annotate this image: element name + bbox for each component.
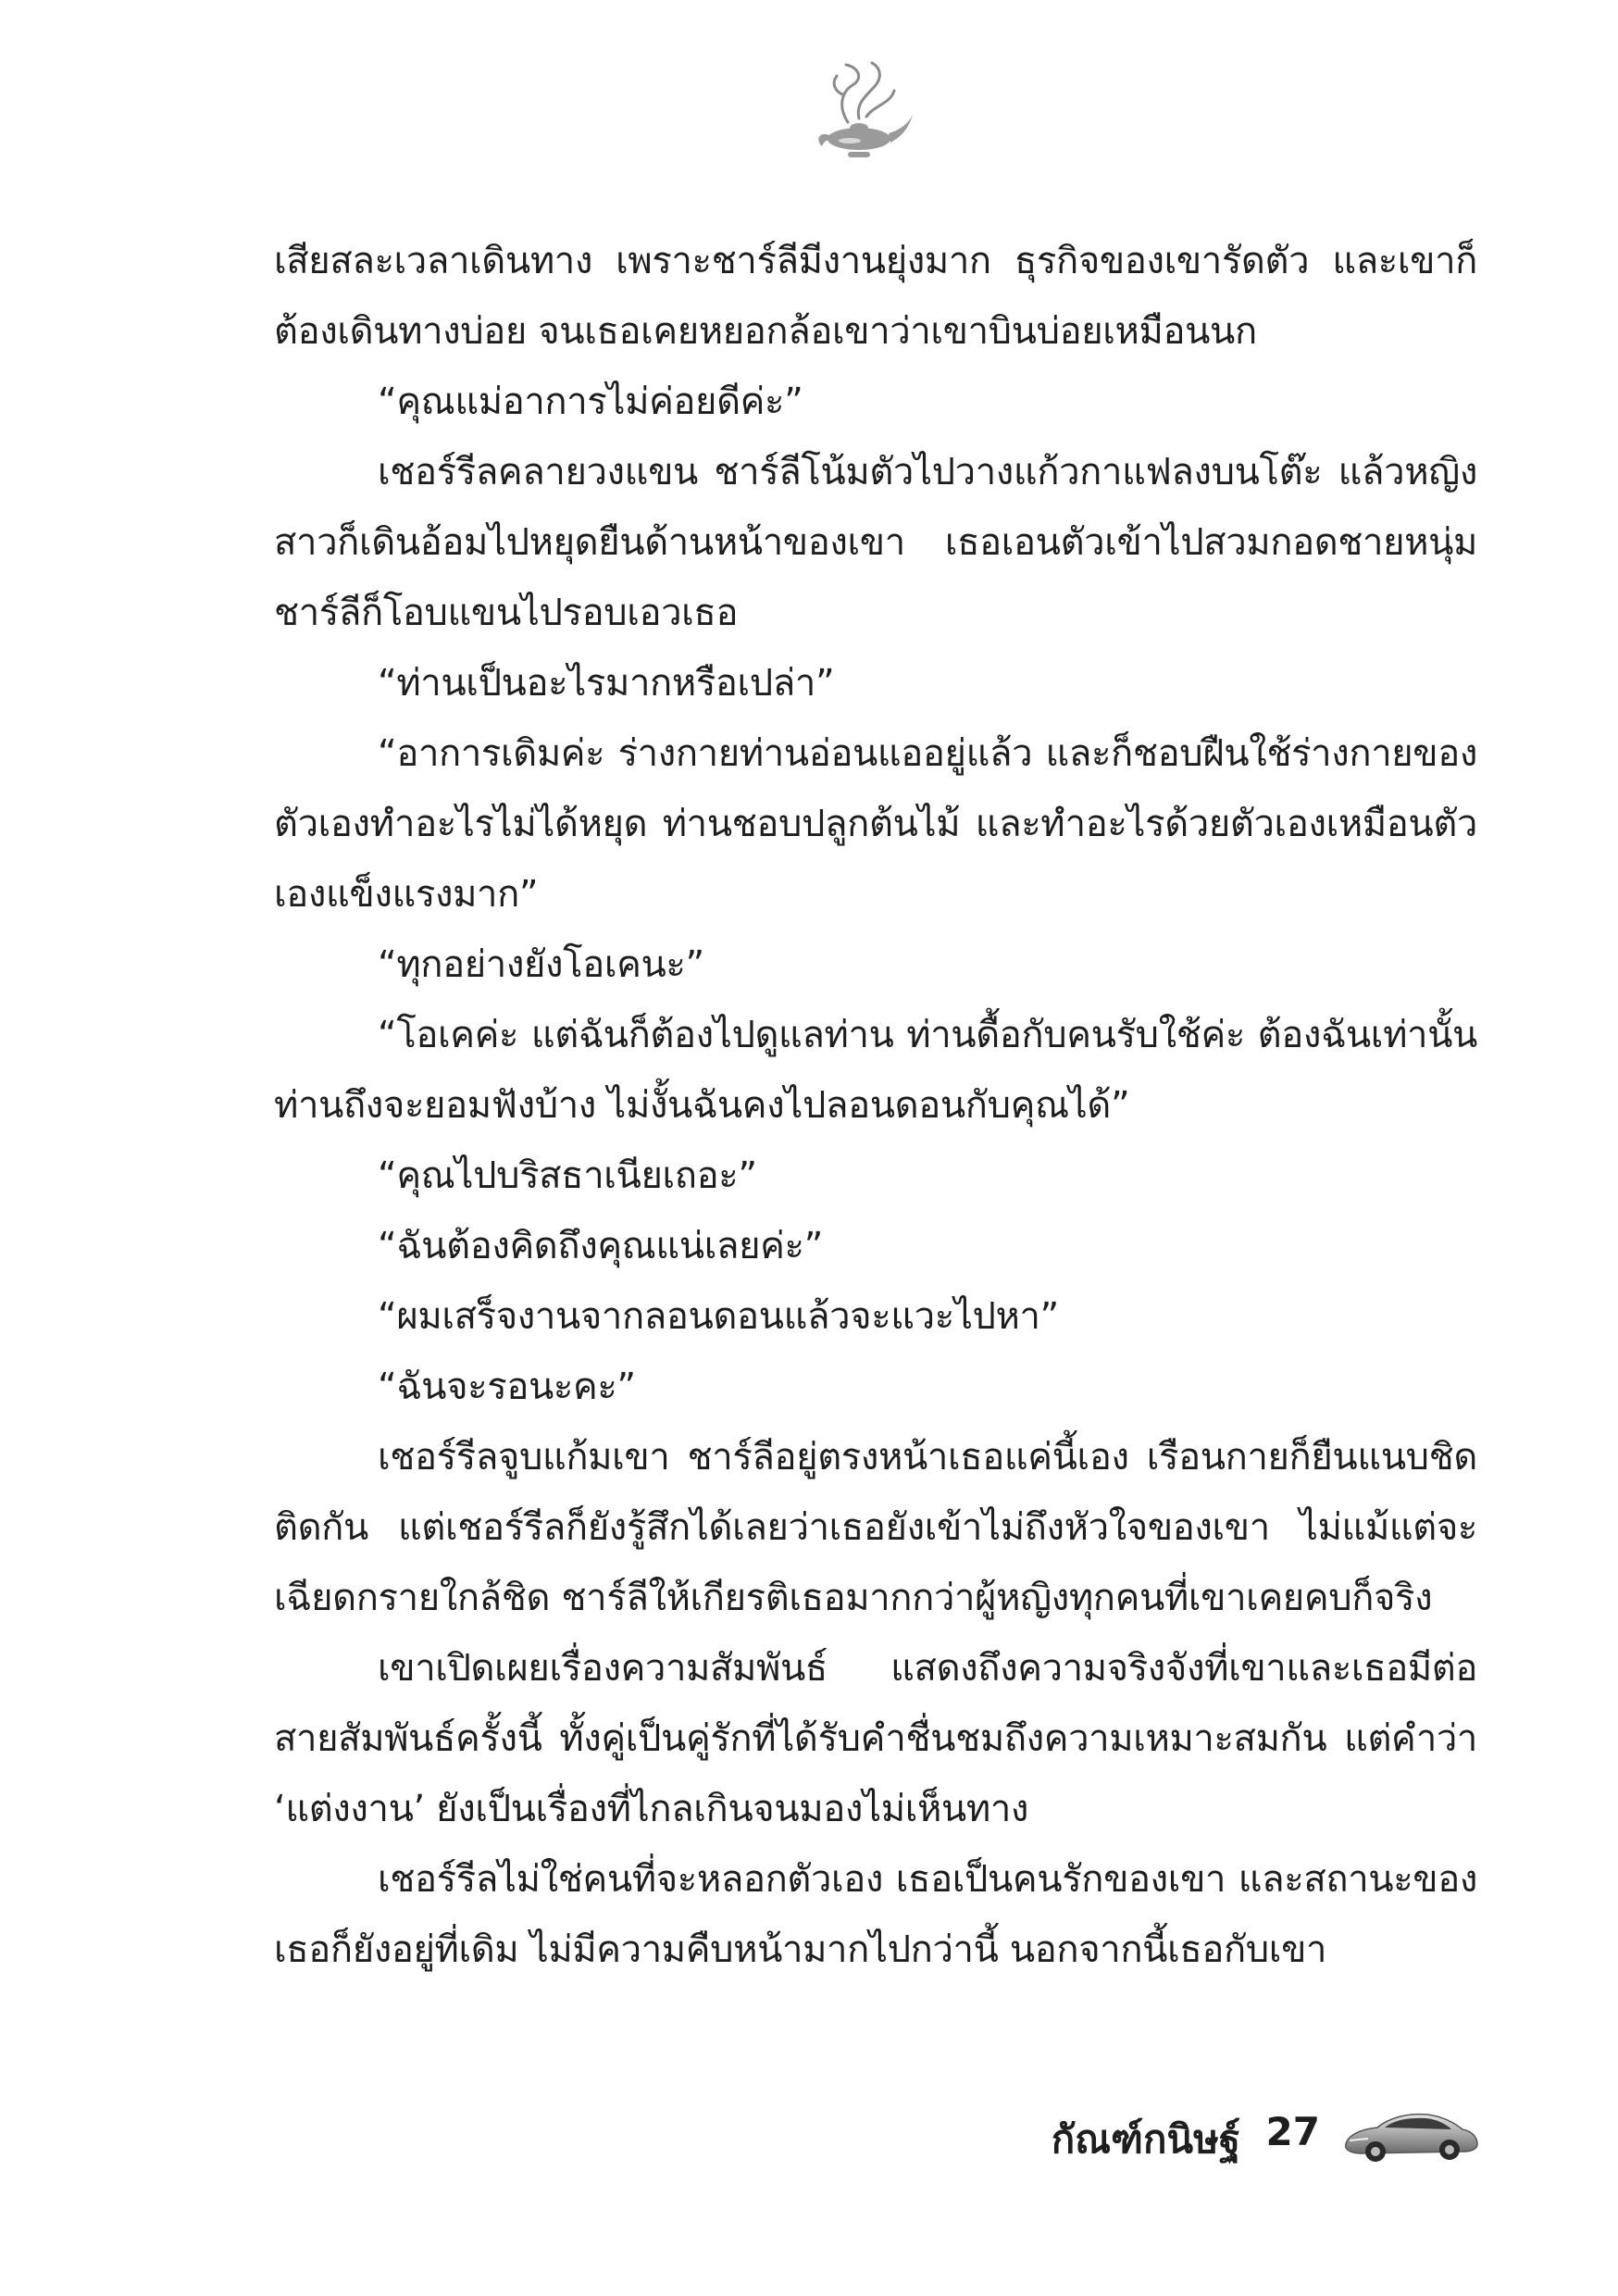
paragraph: “คุณไปบริสธาเนียเถอะ” (378, 1154, 757, 1197)
body-text (274, 226, 1477, 1985)
paragraph: เชอร์รีลไม่ใช่คนที่จะหลอกตัวเอง เธอเป็นคนรักของเขา และสถานะของเธอก็ยังอยู่ที่เดิม ไม่มีความคืบหน้ามากไปกว่านี้ นอกจากนี้เธอกับเขา (274, 1858, 1477, 1971)
paragraph: “อาการเดิมค่ะ ร่างกายท่านอ่อนแออยู่แล้ว และก็ชอบฝืนใช้ร่างกายของตัวเองทำอะไรไม่ได้หยุด ท่านชอบปลูกต้นไม้ และทำอะไรด้วยตัวเองเหมือนตัวเองแข็งแรงมาก” (274, 732, 1477, 916)
paragraph: เชอร์รีลคลายวงแขน ชาร์ลีโน้มตัวไปวางแก้วกาแฟลงบนโต๊ะ แล้วหญิงสาวก็เดินอ้อมไปหยุดยืนด้านหน้าของเขา เธอเอนตัวเข้าไปสวมกอดชายหนุ่ม ชาร์ลีก็โอบแขนไปรอบเอวเธอ (274, 451, 1477, 634)
paragraph: เขาเปิดเผยเรื่องความสัมพันธ์ แสดงถึงความจริงจังที่เขาและเธอมีต่อสายสัมพันธ์ครั้งนี้ ทั้งคู่เป็นคู่รักที่ได้รับคำชื่นชมถึงความเหมาะสมกัน แต่คำว่า ‘แต่งงาน’ ยังเป็นเรื่องที่ไกลเกินจนมองไม่เห็นทาง (274, 1647, 1477, 1830)
paragraph: “ฉันจะรอนะคะ” (378, 1366, 636, 1408)
page-footer (1018, 2102, 1481, 2176)
paragraph: “ผมเสร็จงานจากลอนดอนแล้วจะแวะไปหา” (378, 1295, 1059, 1338)
page-number: 27 (1265, 2109, 1320, 2154)
paragraph: “ท่านเป็นอะไรมากหรือเปล่า” (378, 662, 835, 705)
paragraph: “โอเคค่ะ แต่ฉันก็ต้องไปดูแลท่าน ท่านดื้อกับคนรับใช้ค่ะ ต้องฉันเท่านั้นท่านถึงจะยอมฟังบ้าง ไม่งั้นฉันคงไปลอนดอนกับคุณได้” (274, 1014, 1477, 1127)
paragraph: เชอร์รีลจูบแก้มเขา ชาร์ลีอยู่ตรงหน้าเธอแค่นี้เอง เรือนกายก็ยืนแนบชิดติดกัน แต่เชอร์รีลก็ยังรู้สึกได้เลยว่าเธอยังเข้าไม่ถึงหัวใจของเขา ไม่แม้แต่จะเฉียดกรายใกล้ชิด ชาร์ลีให้เกียรติเธอมากกว่าผู้หญิงทุกคนที่เขาเคยคบก็จริง (274, 1436, 1477, 1619)
paragraph: เสียสละเวลาเดินทาง เพราะชาร์ลีมีงานยุ่งมาก ธุรกิจของเขารัดตัว และเขาก็ต้องเดินทางบ่อย จนเธอเคยหยอกล้อเขาว่าเขาบินบ่อยเหมือนนก (274, 240, 1477, 353)
lamp-ornament-icon (802, 57, 916, 168)
sports-car-icon (1340, 2102, 1481, 2166)
paragraph: “ฉันต้องคิดถึงคุณแน่เลยค่ะ” (378, 1225, 823, 1267)
book-title: กัณฑ์กนิษฐ์ (1051, 2116, 1240, 2162)
paragraph: “ทุกอย่างยังโอเคนะ” (378, 943, 704, 986)
paragraph: “คุณแม่อาการไม่ค่อยดีค่ะ” (378, 381, 803, 423)
